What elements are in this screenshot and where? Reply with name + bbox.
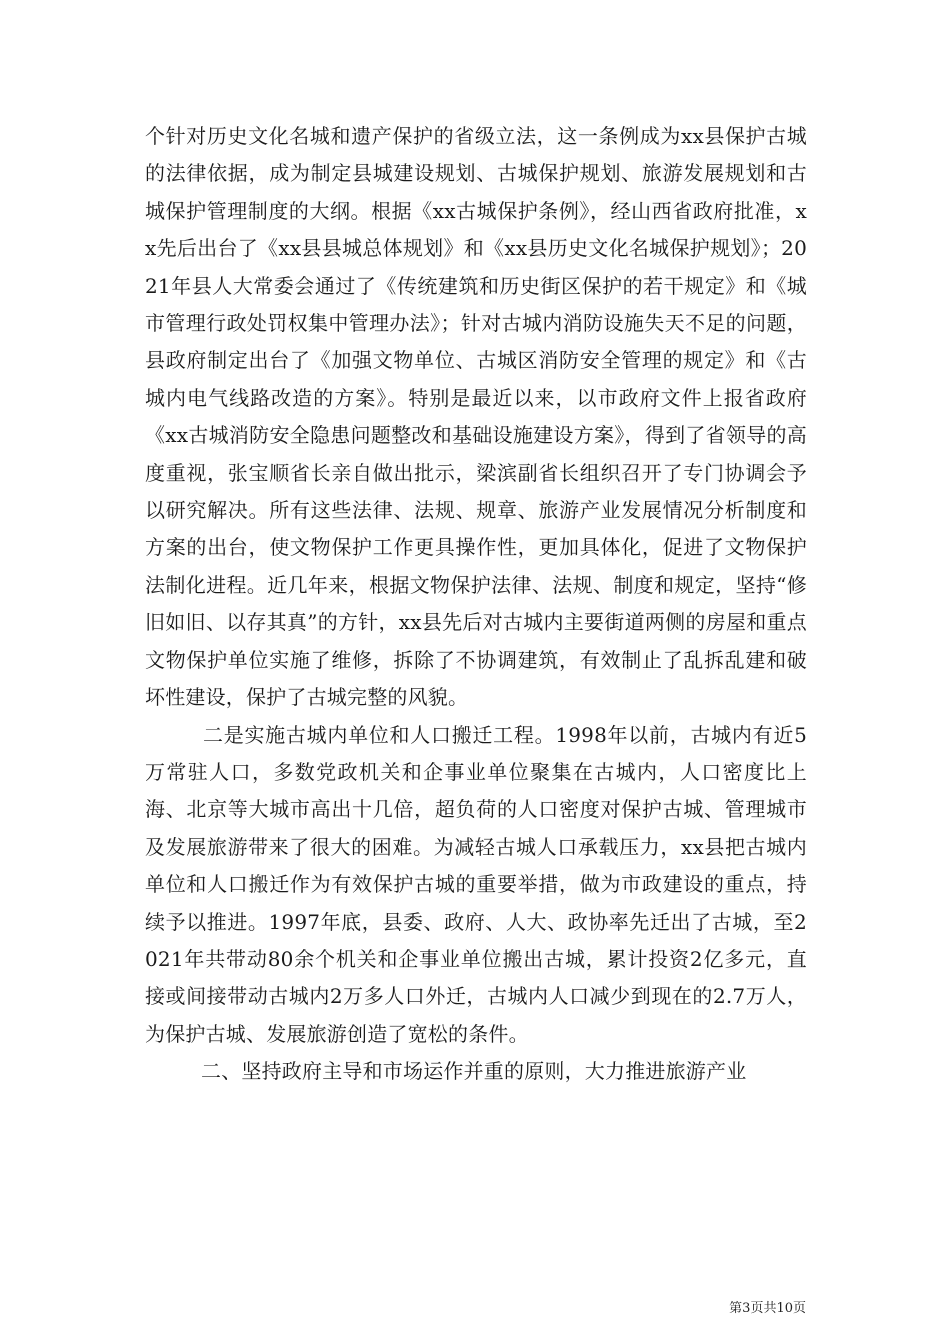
paragraph-section-heading: 二、坚持政府主导和市场运作并重的原则，大力推进旅游产业 <box>201 1059 747 1084</box>
paragraph-relocation: 二是实施古城内单位和人口搬迁工程。1998年以前，古城内有近5万常驻人口，多数党政机关和企事业单位聚集在古城内，人口密度比上海、北京等大城市高出十几倍，超负荷的人口密度对保护古城、管理城市及发展旅游带来了很大的困难。为减轻古城人口承载压力，xx县把古城内单位和人口搬迁作为有效保护古城的重要举措，做为市政建设的重点，持续予以推进。1997年底，县委、政府、人大、政协率先迁出了古城，至2021年共带动80余个机关和企事业单位搬出古城，累计投资2亿多元，直接或间接带动古城内2万多人口外迁，古城内人口减少到现在的2.7万人，为保护古城、发展旅游创造了宽松的条件。 <box>145 722 807 1046</box>
page-number-footer: 第3页共10页 <box>729 1301 806 1316</box>
paragraph-legislation: 个针对历史文化名城和遗产保护的省级立法，这一条例成为xx县保护古城的法律依据，成为制定县城建设规划、古城保护规划、旅游发展规划和古城保护管理制度的大纲。根据《xx古城保护条例》，经山西省政府批准，xx先后出台了《xx县县城总体规划》和《xx县历史文化名城保护规划》；2021年县人大常委会通过了《传统建筑和历史街区保护的若干规定》和《城市管理行政处罚权集中管理办法》；针对古城内消防设施失天不足的问题，县政府制定出台了《加强文物单位、古城区消防安全管理的规定》和《古城内电气线路改造的方案》。特别是最近以来，以市政府文件上报省政府《xx古城消防安全隐患问题整改和基础设施建设方案》，得到了省领导的高度重视，张宝顺省长亲自做出批示，梁滨副省长组织召开了专门协调会予以研究解决。所有这些法律、法规、规章、旅游产业发展情况分析制度和方案的出台，使文物保护工作更具操作性，更加具体化，促进了文物保护法制化进程。近几年来，根据文物保护法律、法规、制度和规定，坚持“修旧如旧、以存其真”的方针，xx县先后对古城内主要街道两侧的房屋和重点文物保护单位实施了维修，拆除了不协调建筑，有效制止了乱拆乱建和破坏性建设，保护了古城完整的风貌。 <box>145 124 807 710</box>
document-body <box>145 118 807 1091</box>
